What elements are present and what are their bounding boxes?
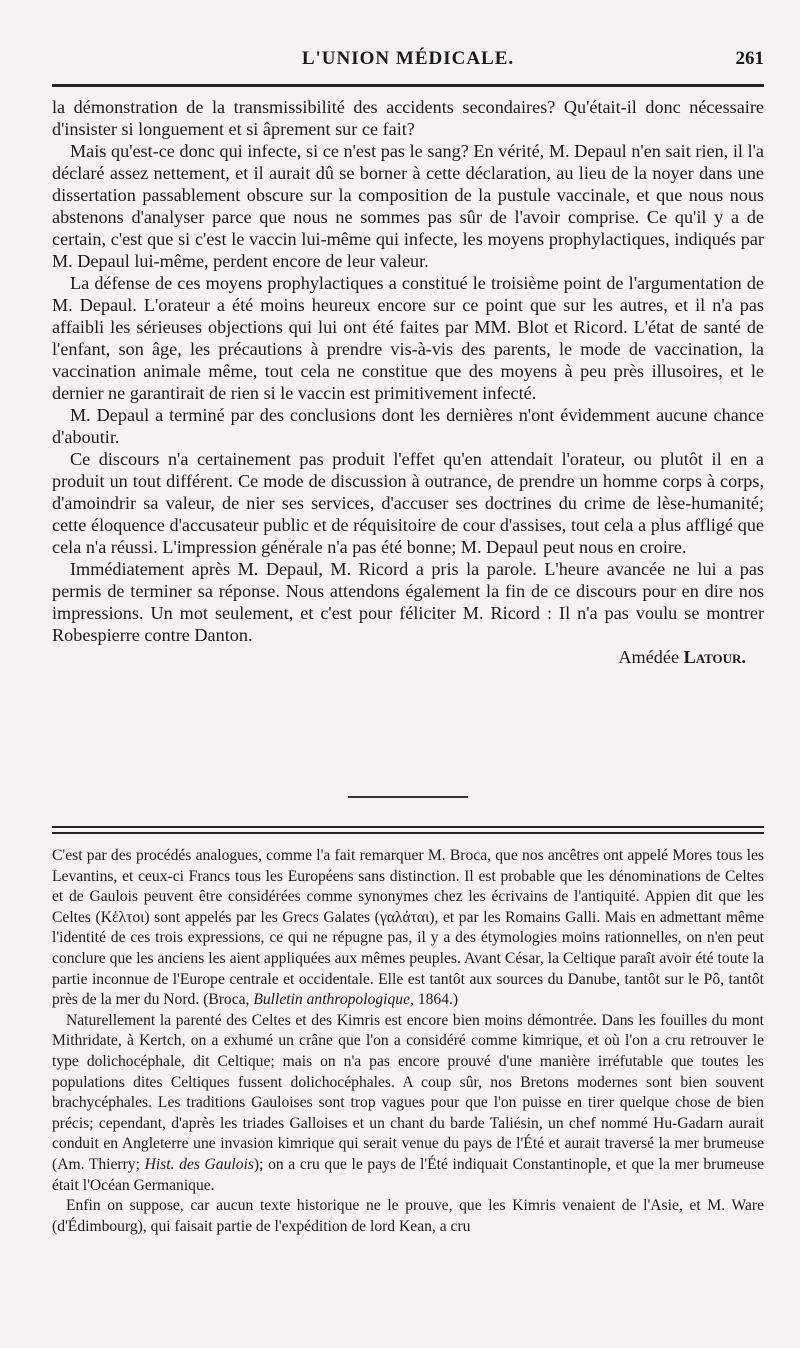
note-1-text-b: ) sont appelés par les Grecs Galates ( xyxy=(144,908,380,926)
note-1-text-a: C'est par des procédés analogues, comme l'a fait remarquer M. Broca, que nos ancêtres ont appelé Mores tous les Levantins, et ceux-ci Francs tous les Européens sans distinction. Il est probable que les dénominations de Celtes et de Gaulois peuvent être considérées comme synonymes chez les écrivains de l'antiquité. Appien dit que les Celtes ( xyxy=(52,847,764,926)
section-divider xyxy=(348,796,468,798)
article-body xyxy=(52,96,764,668)
page-number: 261 xyxy=(735,48,764,69)
paragraph-4: M. Depaul a terminé par des conclusions dont les dernières n'ont évidemment aucune chance d'aboutir. xyxy=(52,405,764,447)
signature-last-name: Latour. xyxy=(683,647,746,667)
note-1-text-c: ), et par les Romains Galli. Mais en admettant même l'identité de ces trois expressions, ce qui ne répugne pas, il y a des étymologies moins rationnelles, on n'en peut conclure que les anciens les aient appliquées aux mêmes peuples. Avant César, la Celtique paraît avoir été toute la partie inconnue de l'Europe centrale et occidentale. Elle est tantôt aux sources du Danube, tantôt sur le Pô, tantôt près de la mer du Nord. (Broca, xyxy=(52,908,764,1009)
paragraph-3: La défense de ces moyens prophylactiques a constitué le troisième point de l'argumentation de M. Depaul. L'orateur a été moins heureux encore sur ce point que sur les autres, et il n'a pas affaibli les sérieuses objections qui lui ont été faites par MM. Blot et Ricord. L'état de santé de l'enfant, son âge, les précautions à prendre vis-à-vis des parents, le mode de vaccination, la vaccination animale même, tout cela ne constitue que des moyens à peu près illusoires, et le dernier ne garantirait de rien si le vaccin est primitivement infecté. xyxy=(52,273,764,403)
note-1-text-d: , 1864.) xyxy=(410,991,459,1009)
note-paragraph-1 xyxy=(52,846,764,1011)
author-signature xyxy=(52,646,764,668)
note-1-greek-celtes: Κἑλτοι xyxy=(100,908,145,926)
running-title: L'UNION MÉDICALE. xyxy=(301,48,515,69)
paragraph-6: Immédiatement après M. Depaul, M. Ricord a pris la parole. L'heure avancée ne lui a pas permis de terminer sa réponse. Nous attendons également la fin de ce discours pour en dire nos impressions. Un mot seulement, et c'est pour féliciter M. Ricord : Il n'a pas voulu se montrer Robespierre contre Danton. xyxy=(52,559,764,645)
paragraph-5: Ce discours n'a certainement pas produit l'effet qu'en attendait l'orateur, ou plutôt il en a produit un tout différent. Ce mode de discussion à outrance, de prendre un homme corps à corps, d'amoindrir sa valeur, de nier ses services, d'accuser ses doctrines du crime de lèse-humanité; cette éloquence d'accusateur public et de réquisitoire de cour d'assises, tout cela a plus affligé que cela n'a réussi. L'impression générale n'a pas été bonne; M. Depaul peut nous en croire. xyxy=(52,449,764,557)
note-2-text-a: Naturellement la parenté des Celtes et des Kimris est encore bien moins démontrée. Dans les fouilles du mont Mithridate, à Kertch, on a exhumé un crâne que l'on a considéré comme kimrique, et où l'on a cru retrouver le type dolichocéphale, dit Celtique; mais on n'a pas encore prouvé d'une manière irréfutable que toutes les populations dites Celtiques fussent dolichocéphales. A coup sûr, nos Bretons modernes sont bien souvent brachycéphales. Les traditions Gauloises sont trop vagues pour que l'on puisse en tirer quelque chose de bien précis; cependant, d'après les triades Galloises et un chant du barde Taliésin, un chef nommé Hu-Gadarn aurait conduit en Angleterre une invasion kimrique qui serait venue du pays de l'Été et aurait traversé la mer brumeuse (Am. Thierry; xyxy=(52,1011,764,1173)
note-2-text-b: ); on a cru que le pays de l'Été indiquait Constantinople, et que la mer brumeuse était l'Océan Germanique. xyxy=(52,1155,764,1194)
paragraph-1: la démonstration de la transmissibilité des accidents secondaires? Qu'était-il donc nécessaire d'insister si longuement et si âprement sur ce fait? xyxy=(52,97,764,139)
note-1-greek-galates: γαλάται xyxy=(379,908,430,926)
signature-first-name: Amédée xyxy=(618,647,680,667)
note-2-source: Hist. des Gaulois xyxy=(144,1155,254,1173)
footnote-divider xyxy=(52,826,764,834)
note-paragraph-2 xyxy=(52,1011,764,1196)
paragraph-2: Mais qu'est-ce donc qui infecte, si ce n'est pas le sang? En vérité, M. Depaul n'en sait rien, il l'a déclaré assez nettement, et il aurait dû se borner à cette déclaration, au lieu de la noyer dans une dissertation passablement obscure sur la composition de la pustule vaccinale, et que nous nous abstenons d'analyser parce que nous ne sommes pas sûr de l'avoir comprise. Ce qu'il y a de certain, c'est que si c'est le vaccin lui-même qui infecte, les moyens prophylactiques, indiqués par M. Depaul lui-même, perdent encore de leur valeur. xyxy=(52,141,764,271)
note-1-source: Bulletin anthropologique xyxy=(253,991,411,1009)
page-header xyxy=(52,48,764,74)
header-rule xyxy=(52,84,764,87)
footnotes xyxy=(52,846,764,1237)
note-paragraph-3: Enfin on suppose, car aucun texte historique ne le prouve, que les Kimris venaient de l'Asie, et M. Ware (d'Édimbourg), qui faisait partie de l'expédition de lord Kean, a cru xyxy=(52,1197,764,1235)
